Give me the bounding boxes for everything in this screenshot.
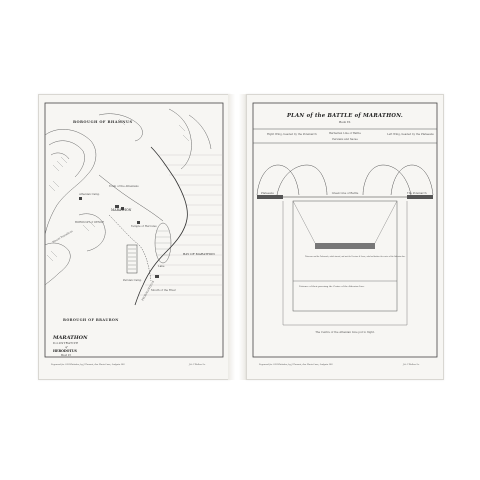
marathon-map (39, 95, 229, 379)
plataeans-block (257, 195, 283, 199)
right-engraver: J.& C.Walker Sc. (403, 364, 420, 366)
label-lake: Lake (158, 265, 165, 268)
left-engraver: J.& C.Walker Sc. (189, 364, 206, 366)
plan-frame (253, 103, 437, 357)
book-gutter (228, 94, 246, 380)
label-persian-line: Barbarian Line of Battle (329, 132, 361, 135)
label-borough-rhamnus: BOROUGH OF RHAMNUS (73, 120, 133, 124)
center-block (315, 243, 375, 249)
label-mount-pentelicus: Mount Pentelicus (52, 229, 74, 244)
cartouche-title: MARATHON (53, 335, 88, 341)
distance-text: Distance of their pursuing the Centre of the Athenian Line. (299, 285, 365, 288)
cartouche-line3: HERODOTUS (53, 349, 77, 353)
label-plataeans: Plataeans (261, 192, 274, 195)
map-page-marathon (38, 94, 230, 380)
right-imprint: Engraved for G.B.Whittaker, by J.Clement, Ave Maria Lane, Ludgate Hill. (259, 364, 334, 366)
label-athenian-camp: Athenian Camp (79, 193, 100, 196)
label-borough-brauron: BOROUGH OF BRAURON (63, 318, 119, 322)
polemarch-block (407, 195, 433, 199)
cartouche-line4: Book VI. (61, 354, 72, 357)
centre-caption: The Centre of the Athenian Line put to flight. (315, 331, 375, 334)
label-temple-hercules: Temple of Hercules (131, 225, 157, 228)
label-right-wing: Right Wing, headed by the Polemarch (267, 133, 317, 136)
label-borough-oenoe: BOROUGH of OENOE (75, 221, 105, 224)
label-left-wing: Left Wing, headed by the Plataeans (387, 133, 434, 136)
cartouche-line1: ILLUSTRATIVE (53, 341, 79, 345)
label-tomb-athenians: Tomb of the Athenians (109, 185, 139, 188)
label-bay-of-marathon: BAY OF MARATHON (183, 252, 215, 256)
label-probalinthus: PROBALINTHUS (141, 280, 156, 302)
label-persians-sacae: Persians and Sacae (332, 138, 358, 141)
label-marathon-village: MARATHON (111, 208, 132, 212)
label-greek-line: Greek Line of Battle (331, 192, 359, 195)
label-mouth-of-river: Mouth of the River (151, 289, 176, 292)
label-polemarch: The Polemarch (407, 192, 427, 195)
label-persian-camp: Persian Camp (123, 279, 142, 282)
center-text: Plataeans and the Polemarch, which turned, and met the Persians & Sacae, who had broken the centre of the Athenian line. (305, 257, 406, 258)
plan-title: PLAN of the BATTLE of MARATHON. (286, 113, 404, 119)
battle-plan (247, 95, 443, 379)
cartouche-line2: of (65, 346, 68, 349)
plan-subtitle: Book VI. (338, 120, 352, 124)
left-imprint: Engraved for G.B.Whittaker, by J.Clement, Ave Maria Lane, Ludgate Hill. (51, 364, 126, 366)
plan-page-battle (246, 94, 444, 380)
